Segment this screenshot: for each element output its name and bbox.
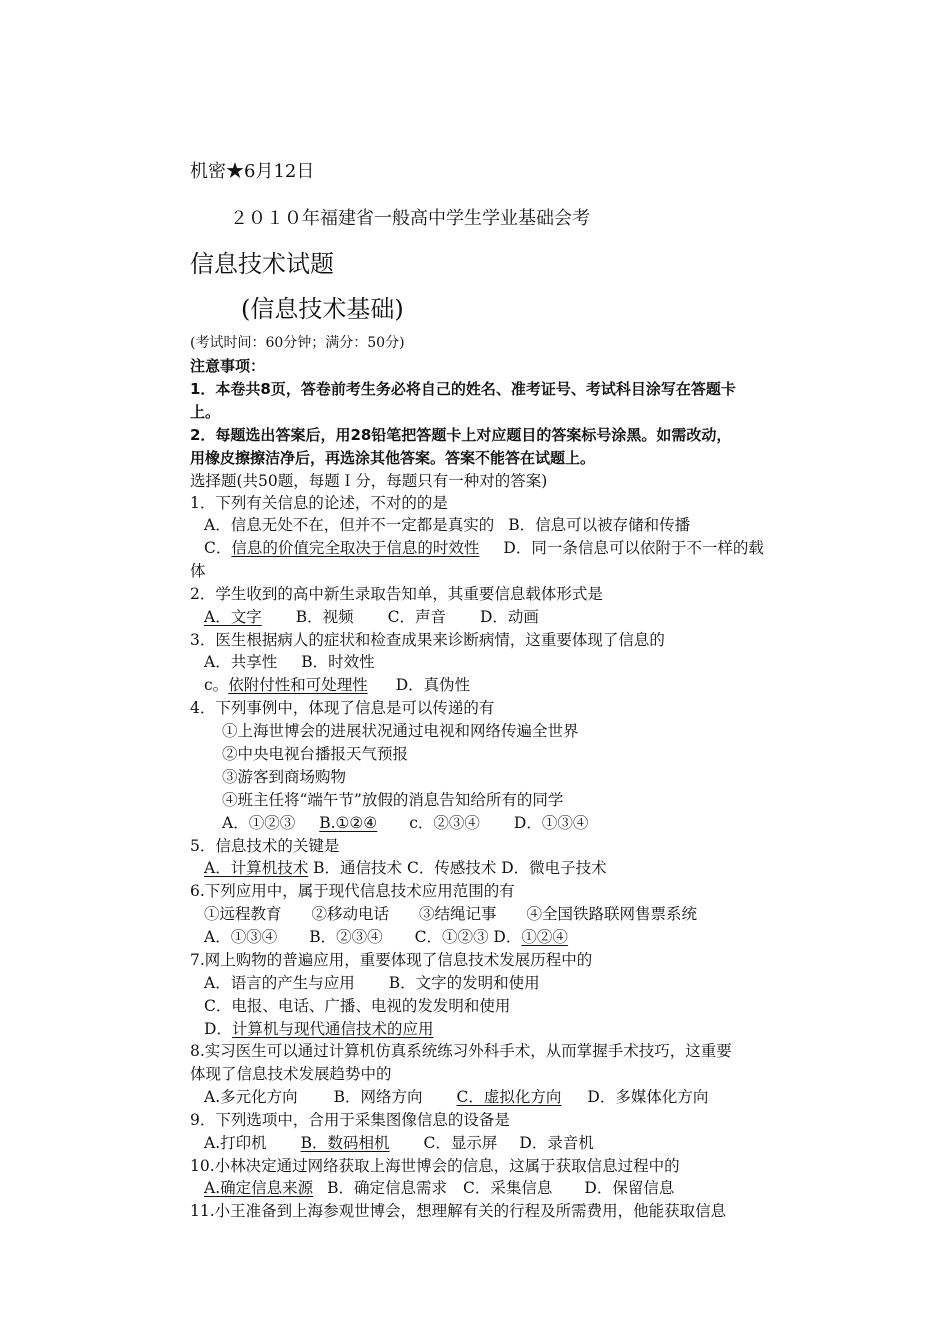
question-8-options <box>204 1087 708 1107</box>
question-1-cont: 体 <box>190 562 206 580</box>
question-10-stem: 10.小林决定通过网络获取上海世博会的信息，这属于获取信息过程中的 <box>190 1157 680 1175</box>
option-c: c．②③④ <box>409 814 480 832</box>
question-8-stem-cont: 体现了信息技术发展趋势中的 <box>190 1065 392 1083</box>
option-c: C．显示屏 <box>423 1134 498 1152</box>
exam-name: ２０１０年福建省一般高中学生学业基础会考 <box>230 208 590 229</box>
question-7-option-c: C．电报、电话、广播、电视的发发明和使用 <box>204 997 511 1015</box>
option-c: C．①②③ <box>414 928 489 946</box>
option-b: B．信息可以被存储和传播 <box>508 516 691 534</box>
option-b: B．网络方向 <box>333 1088 423 1106</box>
question-7-stem: 7.网上购物的普遍应用，重要体现了信息技术发展历程中的 <box>190 951 593 969</box>
page-subtitle: (信息技术基础) <box>241 295 404 323</box>
question-6-options: A．①③④ B．②③④ C．①②③ D．①②④ <box>204 928 568 946</box>
option-d: D．真伪性 <box>395 676 471 694</box>
option-d: D．录音机 <box>519 1134 594 1152</box>
question-7-option-d: D．计算机与现代通信技术的应用 <box>204 1020 434 1038</box>
question-9-stem: 9．下列选项中，合用于采集图像信息的设备是 <box>190 1111 510 1129</box>
page-title: 信息技术试题 <box>190 250 334 278</box>
option-a: A．语言的产生与应用 <box>204 974 355 992</box>
question-7-options-ab <box>204 973 540 993</box>
option-bcd: B．通信技术 C．传感技术 D．微电子技术 <box>313 859 607 877</box>
option-d: D．多媒体化方向 <box>587 1088 709 1106</box>
option-a: A．信息无处不在，但并不一定都是真实的 <box>204 516 495 534</box>
option-a-answer: A.确定信息来源 <box>204 1179 314 1197</box>
question-1-stem: 1．下列有关信息的论述，不对的的是 <box>190 494 448 512</box>
question-1-options-cd: C．信息的价值完全取决于信息的时效性 D．同一条信息可以依附于不一样的载 <box>204 539 764 557</box>
option-b-answer: B．数码相机 <box>300 1134 390 1152</box>
question-3-options-cd: c。依附付性和可处理性 D．真伪性 <box>204 676 471 694</box>
option-d-answer: ①②④ <box>521 928 568 946</box>
note-1-cont: 上。 <box>190 403 221 421</box>
question-6-stem: 6.下列应用中，属于现代信息技术应用范围的有 <box>190 882 515 900</box>
question-3-options-ab <box>204 652 375 672</box>
option-b: B．视频 <box>295 608 354 626</box>
question-4-item-2: ②中央电视台播报天气预报 <box>222 745 409 763</box>
option-b: B．时效性 <box>301 653 375 671</box>
question-3-stem: 3．医生根据病人的症状和检查成果来诊断病情，这重要体现了信息的 <box>190 631 665 649</box>
option-b: B．确定信息需求 <box>327 1179 448 1197</box>
question-4-item-1: ①上海世博会的进展状况通过电视和网络传遍全世界 <box>222 722 579 740</box>
option-a-answer: A．文字 <box>204 608 262 626</box>
question-8-stem: 8.实习医生可以通过计算机仿真系统练习外科手术，从而掌握手术技巧，这重要 <box>190 1042 732 1060</box>
question-10-options <box>204 1178 674 1198</box>
option-d: D．同一条信息可以依附于不一样的载 <box>503 539 764 557</box>
option-c: C．采集信息 <box>463 1179 553 1197</box>
confidential-date: 机密★6月12日 <box>190 161 315 182</box>
option-a-answer: A．计算机技术 <box>204 859 309 877</box>
question-5-options <box>204 858 607 878</box>
note-2-cont: 用橡皮擦擦洁净后，再选涂其他答案。答案不能答在试题上。 <box>190 449 596 467</box>
option-a: A.多元化方向 <box>204 1088 298 1106</box>
option-c: C．声音 <box>387 608 446 626</box>
option-c-answer: 依附付性和可处理性 <box>228 676 368 694</box>
option-a: A．共享性 <box>204 653 278 671</box>
notes-heading: 注意事项： <box>190 357 266 375</box>
option-d: D．保留信息 <box>584 1179 675 1197</box>
option-d-answer: 计算机与现代通信技术的应用 <box>231 1020 434 1038</box>
option-d: D．①③④ <box>513 814 589 832</box>
question-4-item-3: ③游客到商场购物 <box>222 768 347 786</box>
question-5-stem: 5．信息技术的关键是 <box>190 837 340 855</box>
question-9-options <box>204 1133 594 1153</box>
option-b-answer: B.①②④ <box>319 814 378 832</box>
option-a: A．①②③ <box>222 814 296 832</box>
question-4-stem: 4．下列事例中，体现了信息是可以传递的有 <box>190 699 495 717</box>
question-2-stem: 2．学生收到的高中新生录取告知单，其重要信息载体形式是 <box>190 585 603 603</box>
section-heading: 选择题(共50题，每题Ｉ分，每题只有一种对的答案) <box>190 472 548 490</box>
question-11-stem: 11.小王准备到上海参观世博会，想理解有关的行程及所需费用，他能获取信息 <box>190 1202 727 1220</box>
option-d: D．动画 <box>479 608 539 626</box>
option-b: B．文字的发明和使用 <box>388 974 540 992</box>
exam-info: (考试时间：60分钟；满分：50分) <box>190 335 405 351</box>
note-1: 1．本卷共8页，答卷前考生务必将自己的姓名、准考证号、考试科目涂写在答题卡 <box>190 380 736 398</box>
question-1-options-ab <box>204 515 690 535</box>
option-c-answer: 信息的价值完全取决于信息的时效性 <box>231 539 480 557</box>
option-c-answer: C．虚拟化方向 <box>456 1088 562 1106</box>
question-4-item-4: ④班主任将“端午节”放假的消息告知给所有的同学 <box>222 791 564 809</box>
question-6-items: ①远程教育 ②移动电话 ③结绳记事 ④全国铁路联网售票系统 <box>204 905 698 923</box>
question-4-options <box>222 813 588 833</box>
note-2: 2．每题选出答案后，用28铅笔把答题卡上对应题目的答案标号涂黑。如需改动， <box>190 426 732 444</box>
option-a: A．①③④ <box>204 928 278 946</box>
question-2-options <box>204 607 539 627</box>
option-a: A.打印机 <box>204 1134 267 1152</box>
option-b: B．②③④ <box>309 928 383 946</box>
